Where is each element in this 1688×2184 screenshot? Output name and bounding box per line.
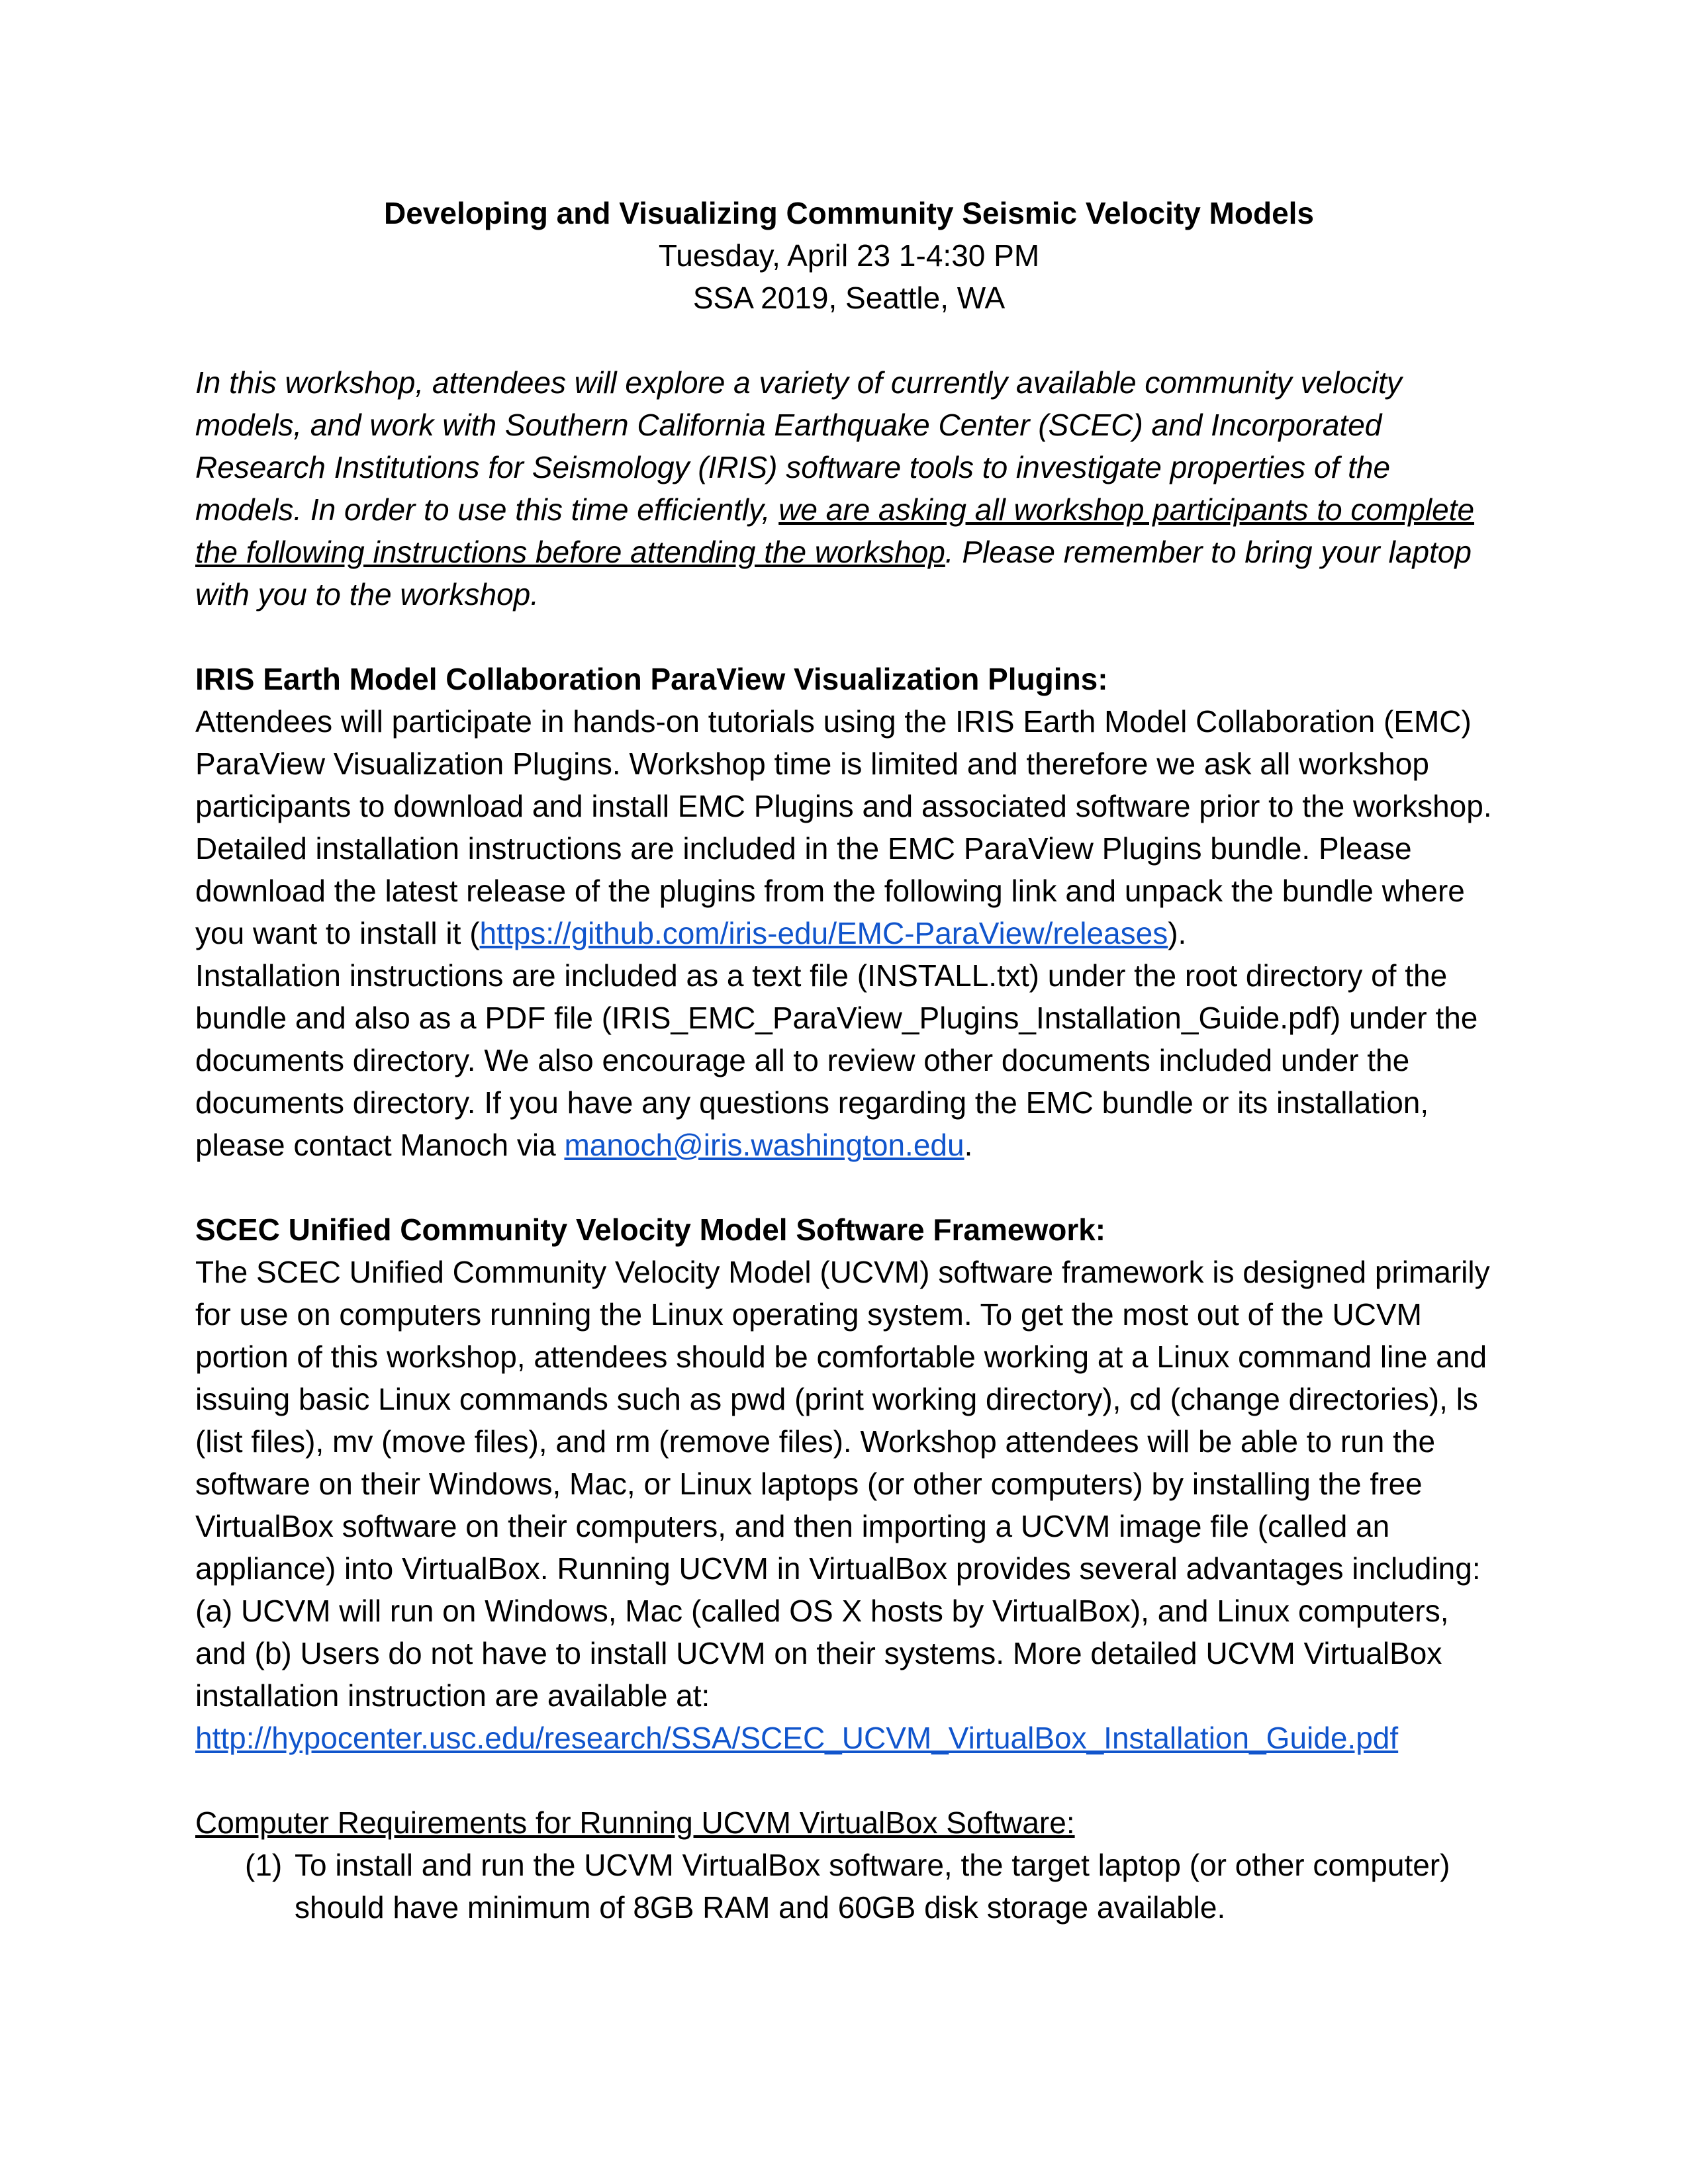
iris-text-after-email: . <box>964 1128 973 1162</box>
scec-section-paragraph <box>195 1251 1503 1759</box>
requirement-item <box>195 1844 1503 1929</box>
iris-section-paragraph <box>195 700 1503 1166</box>
github-releases-link[interactable]: https://github.com/iris-edu/EMC-ParaView/releases <box>479 916 1168 950</box>
intro-text-before: In this workshop, attendees will explore a variety of currently available community velocity models, and work with Southern California Earthquake Center (SCEC) and Incorporated Research Institutions for Seismology (IRIS) software tools to investigate properties of the models. In order to use this time efficiently, <box>195 365 1402 527</box>
intro-paragraph <box>195 361 1503 615</box>
ucvm-guide-link[interactable]: http://hypocenter.usc.edu/research/SSA/SCEC_UCVM_VirtualBox_Installation_Guide.pdf <box>195 1721 1399 1755</box>
document-title: Developing and Visualizing Community Seismic Velocity Models <box>383 196 1315 230</box>
requirements-heading: Computer Requirements for Running UCVM VirtualBox Software: <box>195 1805 1075 1840</box>
requirement-item-number: (1) <box>245 1848 283 1882</box>
date-line: Tuesday, April 23 1-4:30 PM <box>658 238 1040 273</box>
title-block <box>195 192 1503 319</box>
requirements-section <box>195 1801 1503 1929</box>
scec-section <box>195 1208 1503 1759</box>
requirement-item-text: To install and run the UCVM VirtualBox software, the target laptop (or other computer) should have minimum of 8GB RAM and 60GB disk storage available. <box>295 1848 1450 1925</box>
manoch-email-link[interactable]: manoch@iris.washington.edu <box>564 1128 964 1162</box>
scec-section-heading: SCEC Unified Community Velocity Model Software Framework: <box>195 1212 1106 1247</box>
iris-text-after-link: ). <box>1168 916 1187 950</box>
iris-section-heading: IRIS Earth Model Collaboration ParaView Visualization Plugins: <box>195 662 1108 696</box>
iris-text-before-link: Attendees will participate in hands-on tutorials using the IRIS Earth Model Collaboration (EMC) ParaView Visualization Plugins. Workshop time is limited and therefore we ask all workshop participants to download and install EMC Plugins and associated software prior to the workshop. Detailed installation instructions are included in the EMC ParaView Plugins bundle. Please download the latest release of the plugins from the following link and unpack the bundle where you want to install it ( <box>195 704 1492 950</box>
intro-text-after: . Please remember to bring your laptop with you to the workshop. <box>195 535 1472 612</box>
iris-text-before-email: Installation instructions are included as a text file (INSTALL.txt) under the root directory of the bundle and also as a PDF file (IRIS_EMC_ParaView_Plugins_Installation_Guide.pdf) under the documents directory. We also encourage all to review other documents included under the documents directory. If you have any questions regarding the EMC bundle or its installation, please contact Manoch via <box>195 958 1478 1162</box>
iris-section <box>195 658 1503 1166</box>
scec-text: The SCEC Unified Community Velocity Model (UCVM) software framework is designed primarily for use on computers running the Linux operating system. To get the most out of the UCVM portion of this workshop, attendees should be comfortable working at a Linux command line and issuing basic Linux commands such as pwd (print working directory), cd (change directories), ls (list files), mv (move files), and rm (remove files). Workshop attendees will be able to run the software on their Windows, Mac, or Linux laptops (or other computers) by installing the free VirtualBox software on their computers, and then importing a UCVM image file (called an appliance) into VirtualBox. Running UCVM in VirtualBox provides several advantages including: (a) UCVM will run on Windows, Mac (called OS X hosts by VirtualBox), and Linux computers, and (b) Users do not have to install UCVM on their systems. More detailed UCVM VirtualBox installation instruction are available at: <box>195 1255 1490 1713</box>
venue-line: SSA 2019, Seattle, WA <box>692 281 1006 315</box>
intro-underlined-text: we are asking all workshop participants to complete the following instructions before attending the workshop <box>195 492 1475 569</box>
document-content <box>195 192 1503 1929</box>
